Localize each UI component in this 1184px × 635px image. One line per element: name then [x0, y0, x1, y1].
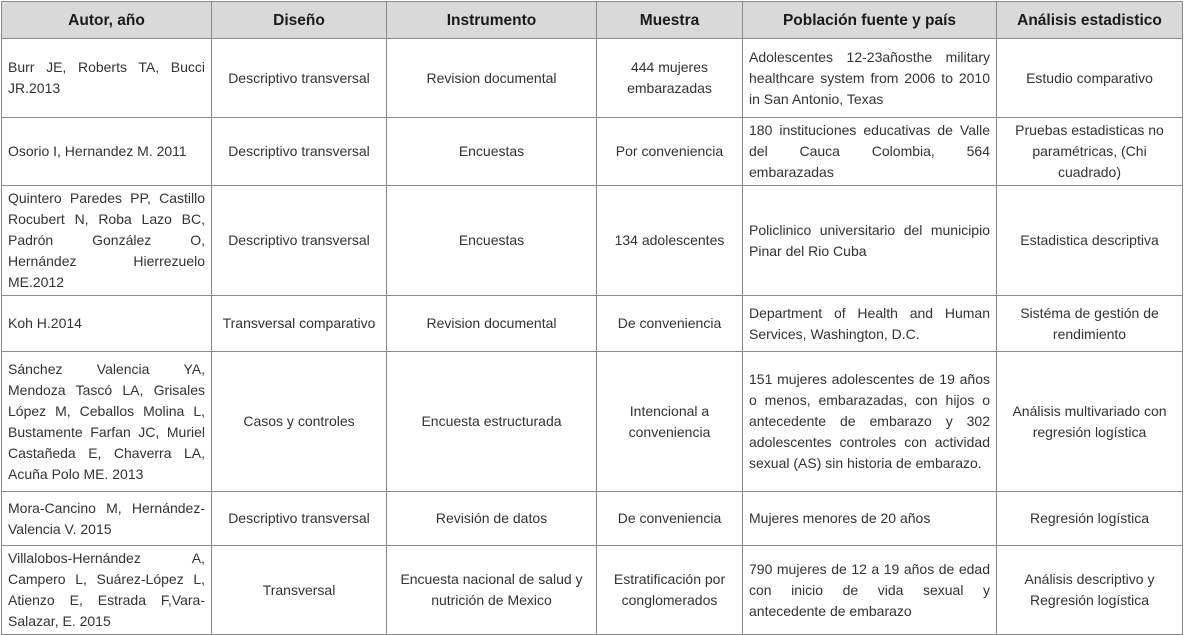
cell-sample: Por conveniencia: [597, 118, 743, 186]
cell-author: Quintero Paredes PP, Castillo Rocubert N, Roba Lazo BC, Padrón González O, Hernández Hierrezuelo ME.2012: [2, 186, 212, 296]
cell-instrument: Encuesta estructurada: [387, 352, 597, 492]
cell-design: Descriptivo transversal: [212, 39, 387, 118]
cell-instrument: Encuesta nacional de salud y nutrición de Mexico: [387, 546, 597, 635]
cell-population: 180 instituciones educativas de Valle del Cauca Colombia, 564 embarazadas: [743, 118, 997, 186]
table-row: [2, 118, 1183, 186]
cell-sample: De conveniencia: [597, 296, 743, 352]
header-sample: Muestra: [597, 2, 743, 39]
cell-design: Transversal: [212, 546, 387, 635]
cell-population: 151 mujeres adolescentes de 19 años o menos, embarazadas, con hijos o antecedente de embarazo y 302 adolescentes controles con actividad sexual (AS) sin historia de embarazo.: [743, 352, 997, 492]
header-author: Autor, año: [2, 2, 212, 39]
cell-analysis: Estadistica descriptiva: [997, 186, 1183, 296]
cell-analysis: Estudio comparativo: [997, 39, 1183, 118]
cell-analysis: Pruebas estadisticas no paramétricas, (Chi cuadrado): [997, 118, 1183, 186]
cell-author: Mora-Cancino M, Hernández-Valencia V. 2015: [2, 492, 212, 546]
cell-population: Policlinico universitario del municipio Pinar del Rio Cuba: [743, 186, 997, 296]
cell-sample: De conveniencia: [597, 492, 743, 546]
table-row: [2, 39, 1183, 118]
header-analysis: Análisis estadistico: [997, 2, 1183, 39]
cell-sample: Intencional a conveniencia: [597, 352, 743, 492]
cell-sample: Estratificación por conglomerados: [597, 546, 743, 635]
cell-population: 790 mujeres de 12 a 19 años de edad con inicio de vida sexual y antecedente de embarazo: [743, 546, 997, 635]
cell-design: Transversal comparativo: [212, 296, 387, 352]
cell-instrument: Revision documental: [387, 296, 597, 352]
header-design: Diseño: [212, 2, 387, 39]
table-row: [2, 296, 1183, 352]
cell-author: Sánchez Valencia YA, Mendoza Tascó LA, Grisales López M, Ceballos Molina L, Bustamente Farfan JC, Muriel Castañeda E, Chaverra LA, Acuña Polo ME. 2013: [2, 352, 212, 492]
cell-instrument: Revision documental: [387, 39, 597, 118]
cell-author: Osorio I, Hernandez M. 2011: [2, 118, 212, 186]
cell-instrument: Encuestas: [387, 118, 597, 186]
table-row: [2, 546, 1183, 635]
table-row: [2, 492, 1183, 546]
cell-analysis: Regresión logística: [997, 492, 1183, 546]
cell-design: Descriptivo transversal: [212, 492, 387, 546]
table-row: [2, 352, 1183, 492]
cell-analysis: Análisis descriptivo y Regresión logística: [997, 546, 1183, 635]
cell-instrument: Encuestas: [387, 186, 597, 296]
cell-analysis: Análisis multivariado con regresión logística: [997, 352, 1183, 492]
cell-author: Burr JE, Roberts TA, Bucci JR.2013: [2, 39, 212, 118]
cell-population: Adolescentes 12-23añosthe military healthcare system from 2006 to 2010 in San Antonio, Texas: [743, 39, 997, 118]
studies-table: [1, 1, 1183, 635]
table-row: [2, 186, 1183, 296]
cell-design: Descriptivo transversal: [212, 118, 387, 186]
cell-population: Department of Health and Human Services, Washington, D.C.: [743, 296, 997, 352]
cell-author: Koh H.2014: [2, 296, 212, 352]
cell-sample: 134 adolescentes: [597, 186, 743, 296]
cell-instrument: Revisión de datos: [387, 492, 597, 546]
cell-author: Villalobos-Hernández A, Campero L, Suárez-López L, Atienzo E, Estrada F,Vara-Salazar, E. 2015: [2, 546, 212, 635]
cell-design: Casos y controles: [212, 352, 387, 492]
cell-analysis: Sistéma de gestión de rendimiento: [997, 296, 1183, 352]
header-row: [2, 2, 1183, 39]
cell-design: Descriptivo transversal: [212, 186, 387, 296]
cell-population: Mujeres menores de 20 años: [743, 492, 997, 546]
header-instrument: Instrumento: [387, 2, 597, 39]
cell-sample: 444 mujeres embarazadas: [597, 39, 743, 118]
header-population: Población fuente y país: [743, 2, 997, 39]
